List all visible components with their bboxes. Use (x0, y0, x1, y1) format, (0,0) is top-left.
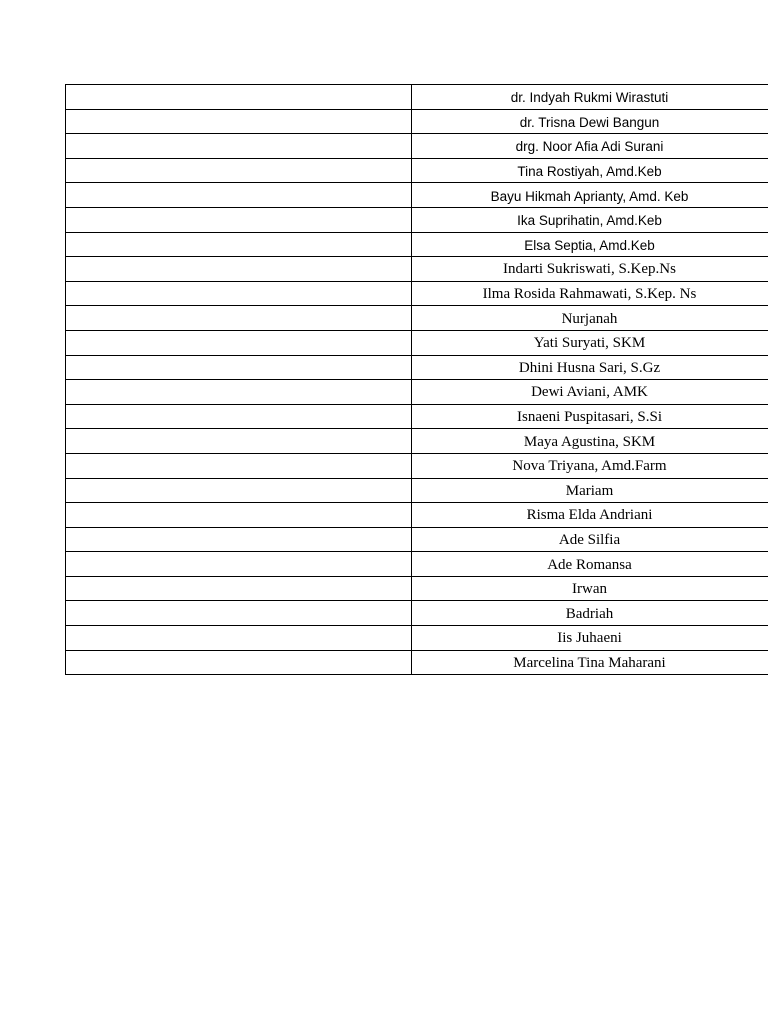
table-row (66, 552, 768, 577)
table-row (66, 626, 768, 651)
table-row (66, 527, 768, 552)
blank-cell (66, 380, 412, 405)
name-cell (412, 380, 768, 405)
name-cell (412, 552, 768, 577)
blank-cell (66, 306, 412, 331)
name-text: Marcelina Tina Maharani (513, 654, 666, 671)
name-cell (412, 527, 768, 552)
blank-cell (66, 404, 412, 429)
blank-cell (66, 109, 412, 134)
blank-cell (66, 650, 412, 675)
blank-cell (66, 552, 412, 577)
name-text: Irwan (572, 581, 607, 598)
blank-cell (66, 134, 412, 159)
table-row (66, 183, 768, 208)
name-cell (412, 355, 768, 380)
table-row (66, 109, 768, 134)
name-cell (412, 478, 768, 503)
name-cell (412, 257, 768, 282)
name-text: Nurjanah (561, 310, 618, 327)
name-text: Tina Rostiyah, Amd.Keb (517, 164, 662, 180)
table-row (66, 404, 768, 429)
blank-cell (66, 85, 412, 110)
table-row (66, 429, 768, 454)
name-cell (412, 601, 768, 626)
blank-cell (66, 478, 412, 503)
table-row (66, 576, 768, 601)
table-row (66, 650, 768, 675)
table-row (66, 355, 768, 380)
name-text: Ade Silfia (558, 531, 621, 548)
blank-cell (66, 207, 412, 232)
name-text: dr. Trisna Dewi Bangun (519, 114, 660, 130)
blank-cell (66, 257, 412, 282)
name-cell (412, 503, 768, 528)
blank-cell (66, 601, 412, 626)
name-cell (412, 330, 768, 355)
name-text: Indarti Sukriswati, S.Kep.Ns (503, 261, 676, 278)
table-row (66, 380, 768, 405)
blank-cell (66, 429, 412, 454)
blank-cell (66, 453, 412, 478)
table-row (66, 134, 768, 159)
name-cell (412, 404, 768, 429)
name-text: Iis Juhaeni (557, 630, 622, 647)
name-cell (412, 207, 768, 232)
name-text: Mariam (565, 482, 614, 499)
name-cell (412, 306, 768, 331)
blank-cell (66, 355, 412, 380)
name-text: drg. Noor Afia Adi Surani (515, 139, 664, 155)
table-row (66, 453, 768, 478)
name-cell (412, 109, 768, 134)
blank-cell (66, 183, 412, 208)
name-text: Dewi Aviani, AMK (531, 384, 648, 401)
blank-cell (66, 281, 412, 306)
blank-cell (66, 232, 412, 257)
name-text: Elsa Septia, Amd.Keb (524, 237, 655, 253)
table-row (66, 330, 768, 355)
name-text: Nova Triyana, Amd.Farm (512, 458, 667, 475)
name-cell (412, 281, 768, 306)
name-text: Ilma Rosida Rahmawati, S.Kep. Ns (482, 286, 697, 303)
name-text: Badriah (565, 605, 614, 622)
name-cell (412, 453, 768, 478)
names-table (65, 84, 768, 675)
table-row (66, 85, 768, 110)
name-text: Isnaeni Puspitasari, S.Si (517, 409, 662, 426)
name-cell (412, 85, 768, 110)
name-text: Risma Elda Andriani (526, 507, 653, 524)
table-row (66, 306, 768, 331)
table-row (66, 207, 768, 232)
table-row (66, 281, 768, 306)
name-cell (412, 650, 768, 675)
name-text: Maya Agustina, SKM (523, 433, 656, 450)
blank-cell (66, 626, 412, 651)
name-text: Dhini Husna Sari, S.Gz (518, 359, 661, 376)
table-row (66, 257, 768, 282)
name-cell (412, 626, 768, 651)
name-cell (412, 429, 768, 454)
blank-cell (66, 576, 412, 601)
table-row (66, 158, 768, 183)
names-table-body (66, 85, 768, 675)
table-row (66, 232, 768, 257)
name-cell (412, 158, 768, 183)
name-cell (412, 183, 768, 208)
name-text: Ade Romansa (547, 556, 632, 573)
table-row (66, 601, 768, 626)
table-row (66, 503, 768, 528)
name-text: Bayu Hikmah Aprianty, Amd. Keb (490, 188, 689, 204)
name-cell (412, 232, 768, 257)
name-text: Yati Suryati, SKM (533, 335, 646, 352)
name-text: Ika Suprihatin, Amd.Keb (517, 213, 662, 229)
name-cell (412, 134, 768, 159)
blank-cell (66, 330, 412, 355)
blank-cell (66, 527, 412, 552)
name-text: dr. Indyah Rukmi Wirastuti (510, 90, 669, 106)
name-cell (412, 576, 768, 601)
table-row (66, 478, 768, 503)
blank-cell (66, 503, 412, 528)
blank-cell (66, 158, 412, 183)
